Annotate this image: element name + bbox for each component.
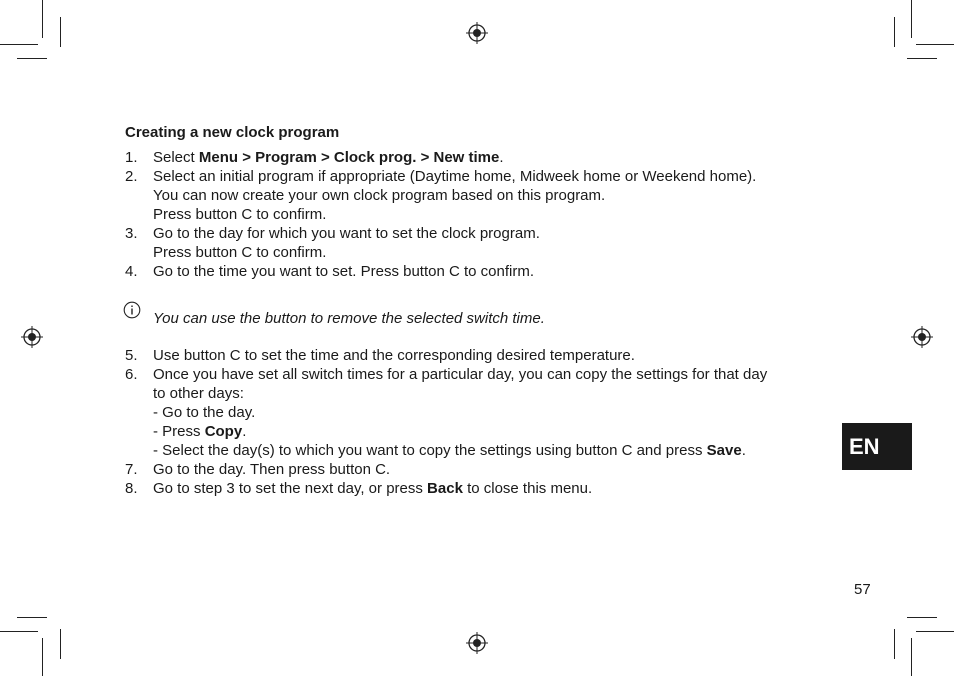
registration-mark-icon (911, 326, 933, 348)
step-text: Press button C to confirm. (153, 206, 327, 223)
step-line (153, 243, 326, 262)
step-text: Go to the day for which you want to set the clock program. (153, 225, 540, 242)
step-number: 1. (125, 149, 138, 166)
step-line (153, 224, 540, 243)
crop-mark (907, 617, 937, 618)
step-text: Go to the time you want to set. Press button C to confirm. (153, 263, 535, 280)
crop-mark (17, 617, 47, 618)
crop-mark (894, 629, 895, 659)
crop-mark (916, 631, 954, 632)
step-number: 6. (125, 366, 138, 383)
crop-mark (42, 0, 43, 38)
crop-mark (916, 44, 954, 45)
step-text: - Select the day(s) to which you want to copy the settings using button C and press (153, 442, 707, 459)
step-text: to other days: (153, 385, 244, 402)
step-line (153, 365, 767, 384)
step-number: 2. (125, 168, 138, 185)
crop-mark (0, 631, 38, 632)
step-text: - Go to the day. (153, 404, 256, 421)
step-line (153, 460, 390, 479)
step-line (153, 148, 504, 167)
step-text: . (499, 149, 504, 166)
page-number: 57 (854, 581, 871, 598)
step-number: 7. (125, 461, 138, 478)
step-text-bold: Copy (204, 423, 243, 440)
crop-mark (17, 58, 47, 59)
step-text: Use button C to set the time and the corresponding desired temperature. (153, 347, 635, 364)
step-text: You can now create your own clock program based on this program. (153, 187, 606, 204)
registration-mark-icon (466, 632, 488, 654)
step-line (153, 422, 246, 441)
crop-mark (911, 638, 912, 676)
crop-mark (911, 0, 912, 38)
crop-mark (0, 44, 38, 45)
step-text: Select (153, 149, 199, 166)
step-text-bold: Menu > Program > Clock prog. > New time (198, 149, 500, 166)
step-text: Select an initial program if appropriate (Daytime home, Midweek home or Weekend home). (153, 168, 757, 185)
info-icon (123, 301, 141, 319)
crop-mark (42, 638, 43, 676)
step-number: 4. (125, 263, 138, 280)
step-line (153, 346, 635, 365)
step-text: Press button C to confirm. (153, 244, 327, 261)
step-line (153, 167, 756, 186)
step-number: 5. (125, 347, 138, 364)
step-line (153, 403, 255, 422)
crop-mark (894, 17, 895, 47)
crop-mark (907, 58, 937, 59)
section-heading: Creating a new clock program (125, 124, 340, 141)
step-line (153, 384, 244, 403)
crop-mark (60, 17, 61, 47)
step-line (153, 262, 534, 281)
info-note: You can use the button to remove the selected switch time. (153, 310, 545, 327)
step-text: Go to step 3 to set the next day, or press (153, 480, 428, 497)
language-tab: EN (842, 423, 912, 470)
step-line (153, 186, 605, 205)
step-text: - Press (153, 423, 205, 440)
step-line (153, 441, 746, 460)
step-line (153, 479, 592, 498)
step-text: Go to the day. Then press button C. (153, 461, 391, 478)
crop-mark (60, 629, 61, 659)
step-number: 8. (125, 480, 138, 497)
step-text-bold: Save (706, 442, 742, 459)
registration-mark-icon (466, 22, 488, 44)
registration-mark-icon (21, 326, 43, 348)
step-text-bold: Back (427, 480, 463, 497)
step-text: . (242, 423, 247, 440)
step-number: 3. (125, 225, 138, 242)
step-text: . (741, 442, 746, 459)
step-text: Once you have set all switch times for a particular day, you can copy the settings for that day (153, 366, 768, 383)
step-text: to close this menu. (462, 480, 593, 497)
step-line (153, 205, 326, 224)
